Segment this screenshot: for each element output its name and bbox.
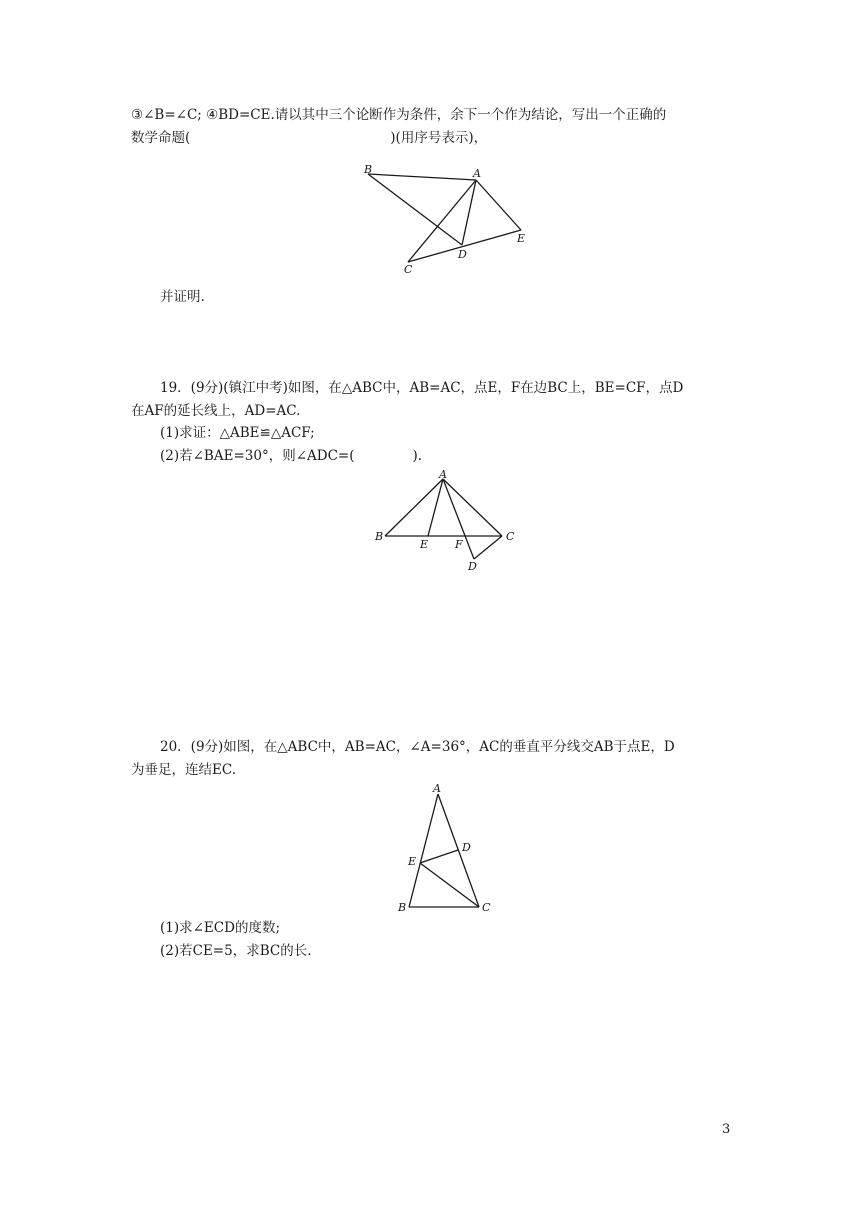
- q18-figure: [355, 160, 535, 275]
- q19-label-c: C: [506, 530, 515, 543]
- q18-statement-line2: [131, 128, 732, 148]
- q18-statement-line1: ③∠B=∠C; ④BD=CE.请以其中三个论断作为条件，余下一个作为结论，写出一个正确的: [131, 107, 667, 123]
- q19-label-e: E: [420, 538, 429, 551]
- q18-label-c: C: [404, 263, 413, 275]
- q20-label-c: C: [482, 901, 491, 914]
- q19-label-d: D: [468, 560, 477, 573]
- q20-part2: (2)若CE=5，求BC的长.: [160, 943, 312, 959]
- q18-prompt-start: 数学命题(: [131, 130, 191, 146]
- q19-label-a: A: [439, 468, 447, 481]
- q18-prompt-end: )(用序号表示)，: [390, 130, 488, 146]
- q20-label-e: E: [408, 855, 417, 868]
- q18-label-a: A: [473, 167, 481, 180]
- q20-part1: (1)求∠ECD的度数;: [160, 920, 280, 936]
- q19-part2-start: (2)若∠BAE=30°，则∠ADC=(: [160, 448, 355, 464]
- q19-part1: (1)求证：△ABE≌△ACF;: [160, 425, 315, 441]
- q18-label-b: B: [364, 163, 373, 176]
- q19-statement-line1: 19．(9分)(镇江中考)如图，在△ABC中，AB=AC，点E，F在边BC上，BE=CF，点D: [160, 380, 684, 396]
- q18-label-e: E: [517, 232, 526, 245]
- q20-statement-line2: 为垂足，连结EC.: [131, 762, 236, 778]
- q18-prove-instruction: 并证明.: [160, 289, 205, 305]
- q20-statement-line1: 20．(9分)如图，在△ABC中，AB=AC，∠A=36°，AC的垂直平分线交AB于点E，D: [160, 739, 675, 755]
- q20-label-a: A: [433, 782, 441, 795]
- q20-figure: [392, 780, 496, 915]
- q19-figure: [370, 465, 520, 577]
- page-number: 3: [722, 1122, 731, 1137]
- q20-label-d: D: [462, 841, 471, 854]
- q19-part2: [160, 446, 732, 466]
- q19-statement-line2: 在AF的延长线上，AD=AC.: [131, 403, 301, 419]
- q19-label-f: F: [455, 538, 463, 551]
- q20-label-b: B: [398, 901, 407, 914]
- q19-part2-end: ).: [412, 448, 423, 464]
- q18-label-d: D: [458, 248, 467, 261]
- q19-label-b: B: [375, 530, 384, 543]
